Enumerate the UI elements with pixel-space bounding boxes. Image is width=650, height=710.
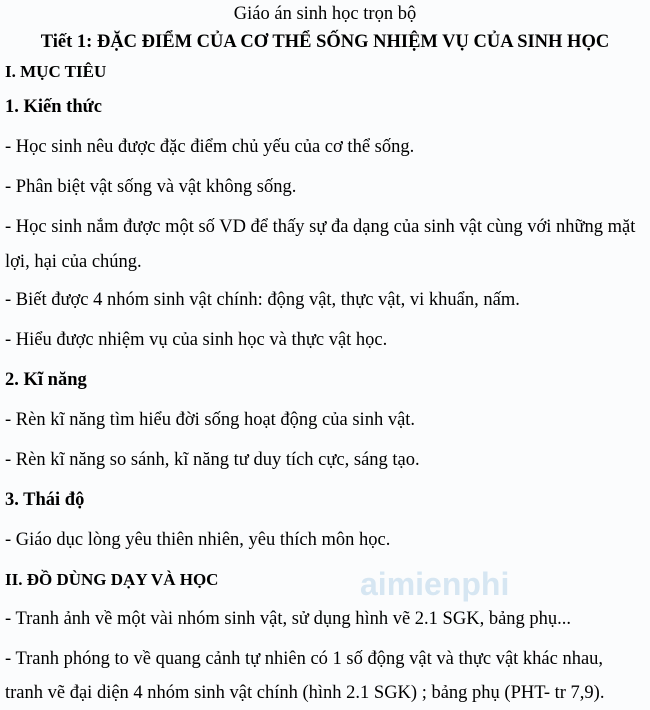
paragraph: - Học sinh nêu được đặc điểm chủ yếu của cơ thể sống. (5, 137, 415, 157)
section-heading: II. ĐỒ DÙNG DẠY VÀ HỌC (5, 570, 219, 589)
paragraph: - Học sinh nắm được một số VD để thấy sự đa dạng của sinh vật cùng với những mặt (5, 217, 636, 237)
document-title: Giáo án sinh học trọn bộ (233, 4, 417, 24)
paragraph: tranh vẽ đại diện 4 nhóm sinh vật chính (hình 2.1 SGK) ; bảng phụ (PHT- tr 7,9). (5, 683, 605, 703)
paragraph: - Hiểu được nhiệm vụ của sinh học và thực vật học. (5, 330, 388, 350)
subsection-heading: 2. Kĩ năng (5, 370, 87, 390)
section-heading: I. MỤC TIÊU (5, 62, 107, 81)
paragraph: lợi, hại của chúng. (5, 252, 142, 272)
paragraph: - Rèn kĩ năng so sánh, kĩ năng tư duy tích cực, sáng tạo. (5, 450, 420, 470)
watermark: aimienphi (360, 566, 510, 602)
subsection-heading: 1. Kiến thức (5, 97, 102, 117)
paragraph: - Giáo dục lòng yêu thiên nhiên, yêu thích môn học. (5, 530, 391, 550)
paragraph: - Tranh ảnh về một vài nhóm sinh vật, sử dụng hình vẽ 2.1 SGK, bảng phụ... (5, 609, 572, 629)
paragraph: - Biết được 4 nhóm sinh vật chính: động vật, thực vật, vi khuẩn, nấm. (5, 290, 520, 310)
paragraph: - Phân biệt vật sống và vật không sống. (5, 177, 297, 197)
paragraph: - Rèn kĩ năng tìm hiểu đời sống hoạt động của sinh vật. (5, 410, 416, 430)
lesson-title: Tiết 1: ĐẶC ĐIỂM CỦA CƠ THỂ SỐNG NHIỆM VỤ CỦA SINH HỌC (40, 32, 610, 52)
paragraph: - Tranh phóng to về quang cảnh tự nhiên có 1 số động vật và thực vật khác nhau, (5, 649, 604, 669)
subsection-heading: 3. Thái độ (5, 490, 85, 510)
